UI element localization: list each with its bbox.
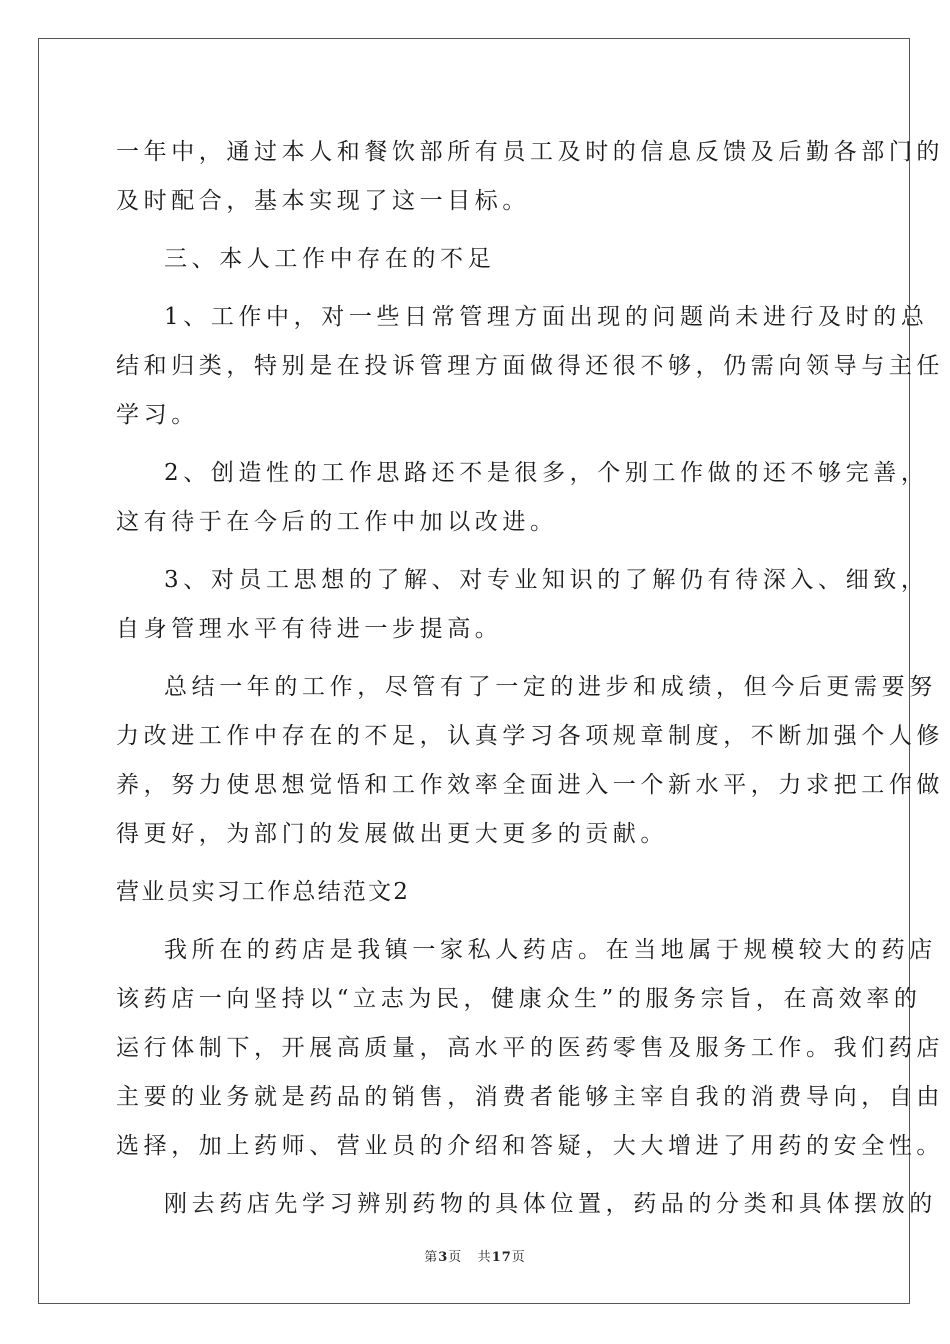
total-pages: 17 bbox=[491, 1250, 512, 1265]
paragraph-line: 1、工作中，对一些日常管理方面出现的问题尚未进行及时的总 bbox=[164, 304, 929, 330]
page-prefix: 第 bbox=[424, 1250, 439, 1265]
paragraph-line: 得更好，为部门的发展做出更大更多的贡献。 bbox=[116, 821, 668, 847]
paragraph-line: 选择，加上药师、营业员的介绍和答疑，大大增进了用药的安全性。 bbox=[116, 1133, 944, 1159]
paragraph-line: 主要的业务就是药品的销售，消费者能够主宰自我的消费导向，自由 bbox=[116, 1084, 944, 1110]
paragraph-line: 及时配合，基本实现了这一目标。 bbox=[116, 188, 530, 214]
paragraph-line: 结和归类，特别是在投诉管理方面做得还很不够，仍需向领导与主任 bbox=[116, 353, 944, 379]
paragraph-line: 力改进工作中存在的不足，认真学习各项规章制度，不断加强个人修 bbox=[116, 723, 944, 749]
paragraph-line: 该药店一向坚持以“立志为民，健康众生”的服务宗旨，在高效率的 bbox=[116, 986, 922, 1012]
paragraph-line: 运行体制下，开展高质量，高水平的医药零售及服务工作。我们药店 bbox=[116, 1035, 944, 1061]
total-unit: 页 bbox=[511, 1250, 526, 1265]
paragraph-line: 这有待于在今后的工作中加以改进。 bbox=[116, 509, 558, 535]
page-footer bbox=[0, 1246, 950, 1265]
page-unit: 页 bbox=[448, 1250, 463, 1265]
document-title: 营业员实习工作总结范文2 bbox=[116, 879, 411, 905]
paragraph-line: 自身管理水平有待进一步提高。 bbox=[116, 616, 503, 642]
paragraph-line: 2、创造性的工作思路还不是很多，个别工作做的还不够完善， bbox=[164, 460, 929, 486]
total-prefix: 共 bbox=[477, 1250, 492, 1265]
paragraph-line: 一年中，通过本人和餐饮部所有员工及时的信息反馈及后勤各部门的 bbox=[116, 139, 944, 165]
section-heading: 三、本人工作中存在的不足 bbox=[164, 246, 496, 272]
paragraph-line: 刚去药店先学习辨别药物的具体位置，药品的分类和具体摆放的 bbox=[164, 1191, 937, 1217]
paragraph-line: 我所在的药店是我镇一家私人药店。在当地属于规模较大的药店 bbox=[164, 937, 937, 963]
paragraph-line: 学习。 bbox=[116, 402, 199, 428]
paragraph-line: 3、对员工思想的了解、对专业知识的了解仍有待深入、细致， bbox=[164, 567, 929, 593]
document-body bbox=[116, 128, 944, 1229]
paragraph-line: 养，努力使思想觉悟和工作效率全面进入一个新水平，力求把工作做 bbox=[116, 772, 944, 798]
page-number: 3 bbox=[438, 1250, 449, 1265]
paragraph-line: 总结一年的工作，尽管有了一定的进步和成绩，但今后更需要努 bbox=[164, 674, 937, 700]
